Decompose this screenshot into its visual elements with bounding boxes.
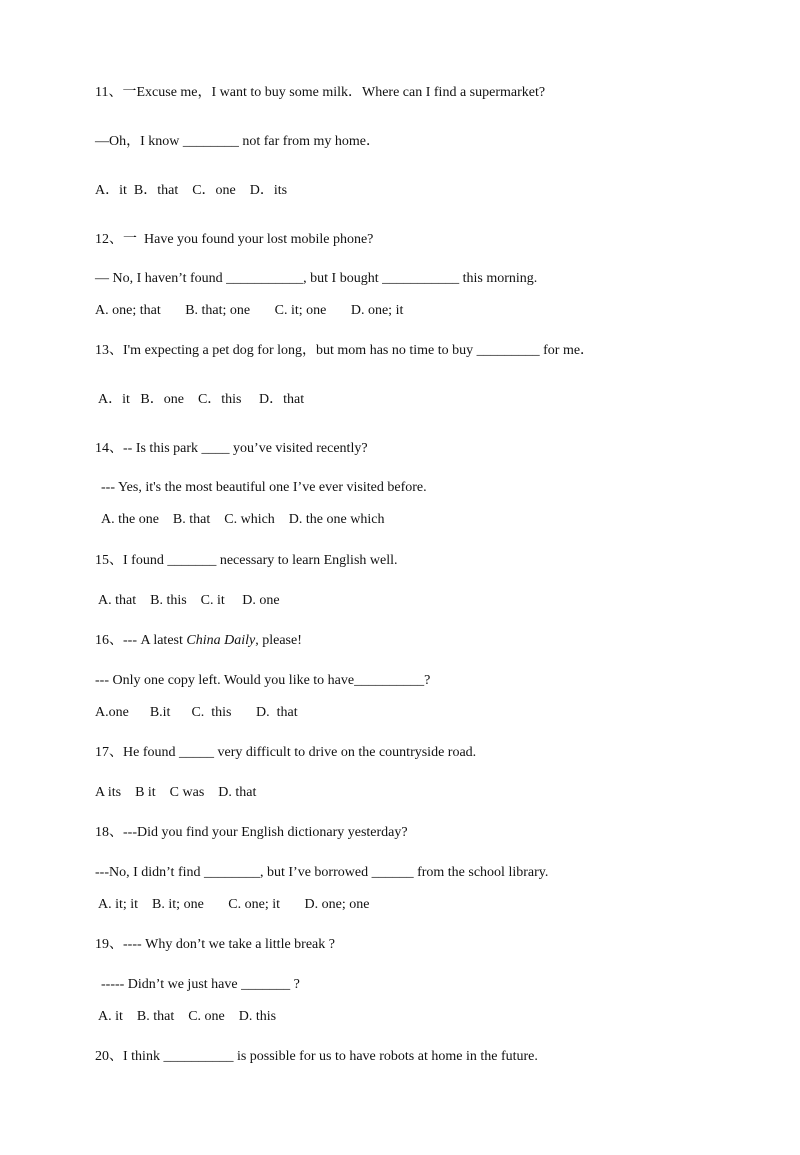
question-16-options: A.one B.it C. this D. that bbox=[95, 705, 298, 720]
question-19-reply: ----- Didn’t we just have _______ ? bbox=[101, 977, 300, 992]
question-19-options: A. it B. that C. one D. this bbox=[98, 1009, 277, 1024]
question-18-stem: 18、---Did you find your English dictionary yesterday? bbox=[95, 825, 408, 840]
question-15-options: A. that B. this C. it D. one bbox=[98, 593, 280, 608]
question-16-newspaper-title: China Daily bbox=[186, 633, 256, 648]
question-18-options: A. it; it B. it; one C. one; it D. one; one bbox=[98, 897, 370, 912]
question-13-stem: 13、I'm expecting a pet dog for long，but mom has no time to buy _________ for me． bbox=[95, 343, 595, 358]
question-11-reply: —Oh，I know ________ not far from my home． bbox=[95, 134, 381, 149]
question-16-stem-end: , please! bbox=[255, 633, 302, 648]
question-17-options: A its B it C was D. that bbox=[95, 785, 257, 800]
question-11-stem: 11、一Excuse me，I want to buy some milk．Where can I find a supermarket? bbox=[95, 85, 546, 100]
question-12-reply: — No, I haven’t found ___________, but I bought ___________ this morning. bbox=[95, 271, 538, 286]
question-17-stem: 17、He found _____ very difficult to drive on the countryside road. bbox=[95, 745, 477, 760]
question-12-stem: 12、一 Have you found your lost mobile phone? bbox=[95, 232, 374, 247]
question-14-stem: 14、-- Is this park ____ you’ve visited recently? bbox=[95, 441, 368, 456]
question-20-stem: 20、I think __________ is possible for us to have robots at home in the future. bbox=[95, 1049, 538, 1064]
question-16-stem-start: 16、--- A latest bbox=[95, 633, 187, 648]
question-12-options: A. one; that B. that; one C. it; one D. one; it bbox=[95, 303, 404, 318]
question-14-reply: --- Yes, it's the most beautiful one I’ve ever visited before. bbox=[101, 480, 427, 495]
question-13-options: A．it B．one C．this D．that bbox=[98, 392, 305, 407]
question-16-reply: --- Only one copy left. Would you like to have__________? bbox=[95, 673, 431, 688]
question-16-stem bbox=[95, 632, 302, 650]
question-11-options: A．it B．that C．one D．its bbox=[95, 183, 288, 198]
question-15-stem: 15、I found _______ necessary to learn English well. bbox=[95, 553, 398, 568]
question-19-stem: 19、---- Why don’t we take a little break ? bbox=[95, 937, 335, 952]
question-14-options: A. the one B. that C. which D. the one which bbox=[101, 512, 385, 527]
question-18-reply: ---No, I didn’t find ________, but I’ve borrowed ______ from the school library. bbox=[95, 865, 549, 880]
